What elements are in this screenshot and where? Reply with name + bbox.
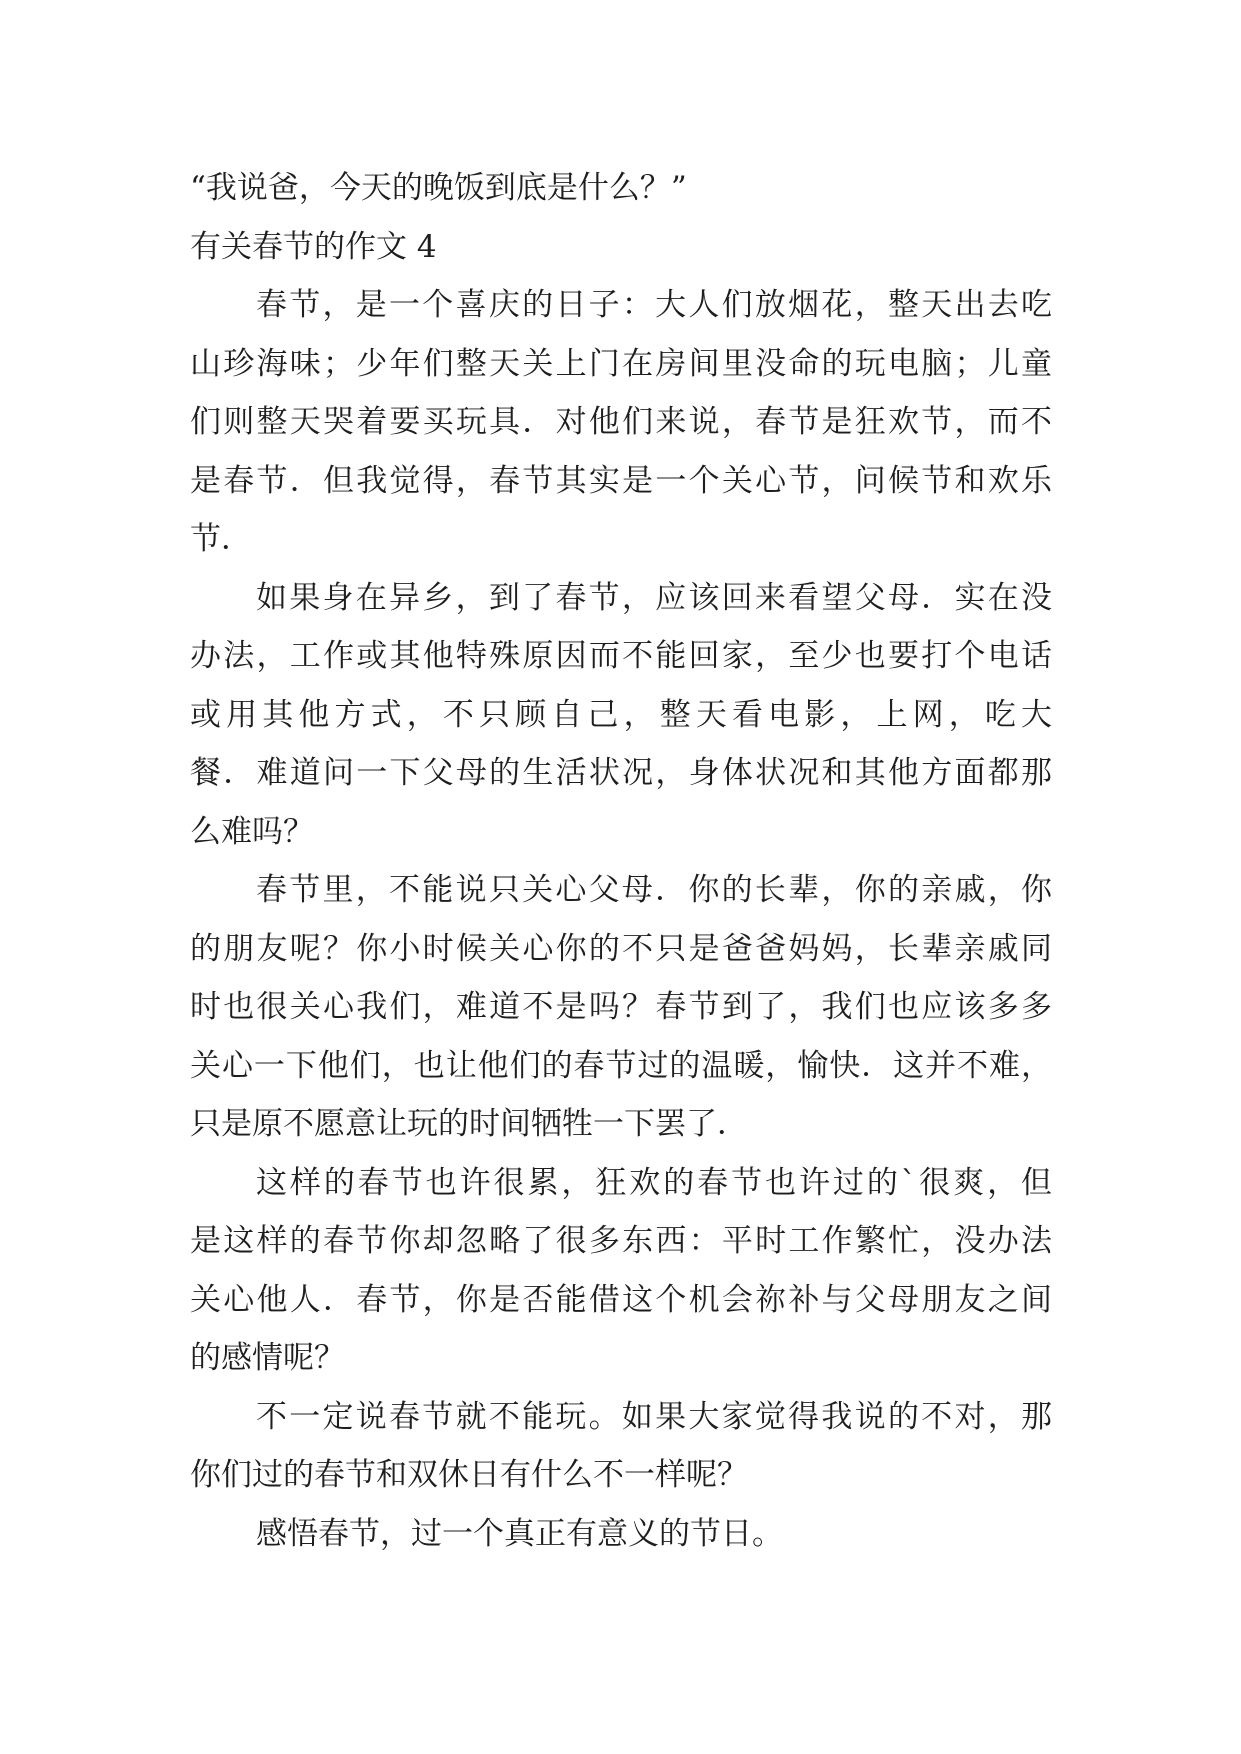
paragraph-2-line-5: 么难吗？ <box>190 813 314 850</box>
paragraph-2 <box>190 569 1052 862</box>
document-body <box>190 159 1052 1563</box>
paragraph-1-line-4: 是春节．但我觉得，春节其实是一个关心节，问候节和欢乐 <box>190 462 1052 499</box>
paragraph-3-line-4: 关心一下他们，也让他们的春节过的温暖，愉快．这并不难， <box>190 1047 1052 1084</box>
paragraph-4 <box>190 1154 1052 1388</box>
paragraph-2-line-2: 办法，工作或其他特殊原因而不能回家，至少也要打个电话 <box>190 638 1052 674</box>
paragraph-1-line-5: 节． <box>190 521 252 557</box>
paragraph-2-line-4: 餐．难道问一下父母的生活状况，身体状况和其他方面都那 <box>190 755 1052 791</box>
paragraph-1-line-2: 山珍海味；少年们整天关上门在房间里没命的玩电脑；儿童 <box>190 345 1052 382</box>
paragraph-5-line-2: 你们过的春节和双休日有什么不一样呢？ <box>190 1457 748 1493</box>
paragraph-3-line-5: 只是原不愿意让玩的时间牺牲一下罢了． <box>190 1106 748 1142</box>
paragraph-6 <box>190 1505 1052 1564</box>
paragraph-3 <box>190 861 1052 1154</box>
lead-line: “我说爸，今天的晚饭到底是什么？” <box>190 170 687 206</box>
paragraph-2-line-3: 或用其他方式，不只顾自己，整天看电影，上网，吃大 <box>190 696 1052 733</box>
paragraph-4-line-4: 的感情呢？ <box>190 1340 345 1376</box>
paragraph-5-line-1: 不一定说春节就不能玩。如果大家觉得我说的不对，那 <box>256 1398 1052 1435</box>
paragraph-1 <box>190 276 1052 569</box>
paragraph-6-line-1: 感悟春节，过一个真正有意义的节日。 <box>256 1515 783 1552</box>
paragraph-3-line-2: 的朋友呢？你小时候关心你的不只是爸爸妈妈，长辈亲戚同 <box>190 930 1052 967</box>
paragraph-1-line-3: 们则整天哭着要买玩具．对他们来说，春节是狂欢节，而不 <box>190 404 1052 440</box>
paragraph-1-line-1: 春节，是一个喜庆的日子：大人们放烟花，整天出去吃 <box>256 287 1052 323</box>
paragraph-4-line-1: 这样的春节也许很累，狂欢的春节也许过的`很爽，但 <box>256 1164 1052 1201</box>
paragraph-4-line-2: 是这样的春节你却忽略了很多东西：平时工作繁忙，没办法 <box>190 1223 1052 1259</box>
paragraph-5 <box>190 1388 1052 1505</box>
paragraph-4-line-3: 关心他人．春节，你是否能借这个机会祢补与父母朋友之间 <box>190 1281 1052 1318</box>
essay-title: 有关春节的作文 4 <box>190 228 437 265</box>
paragraph-3-line-3: 时也很关心我们，难道不是吗？春节到了，我们也应该多多 <box>190 989 1052 1025</box>
paragraph-3-line-1: 春节里，不能说只关心父母．你的长辈，你的亲戚，你 <box>256 872 1052 908</box>
paragraph-2-line-1: 如果身在异乡，到了春节，应该回来看望父母．实在没 <box>256 579 1052 616</box>
